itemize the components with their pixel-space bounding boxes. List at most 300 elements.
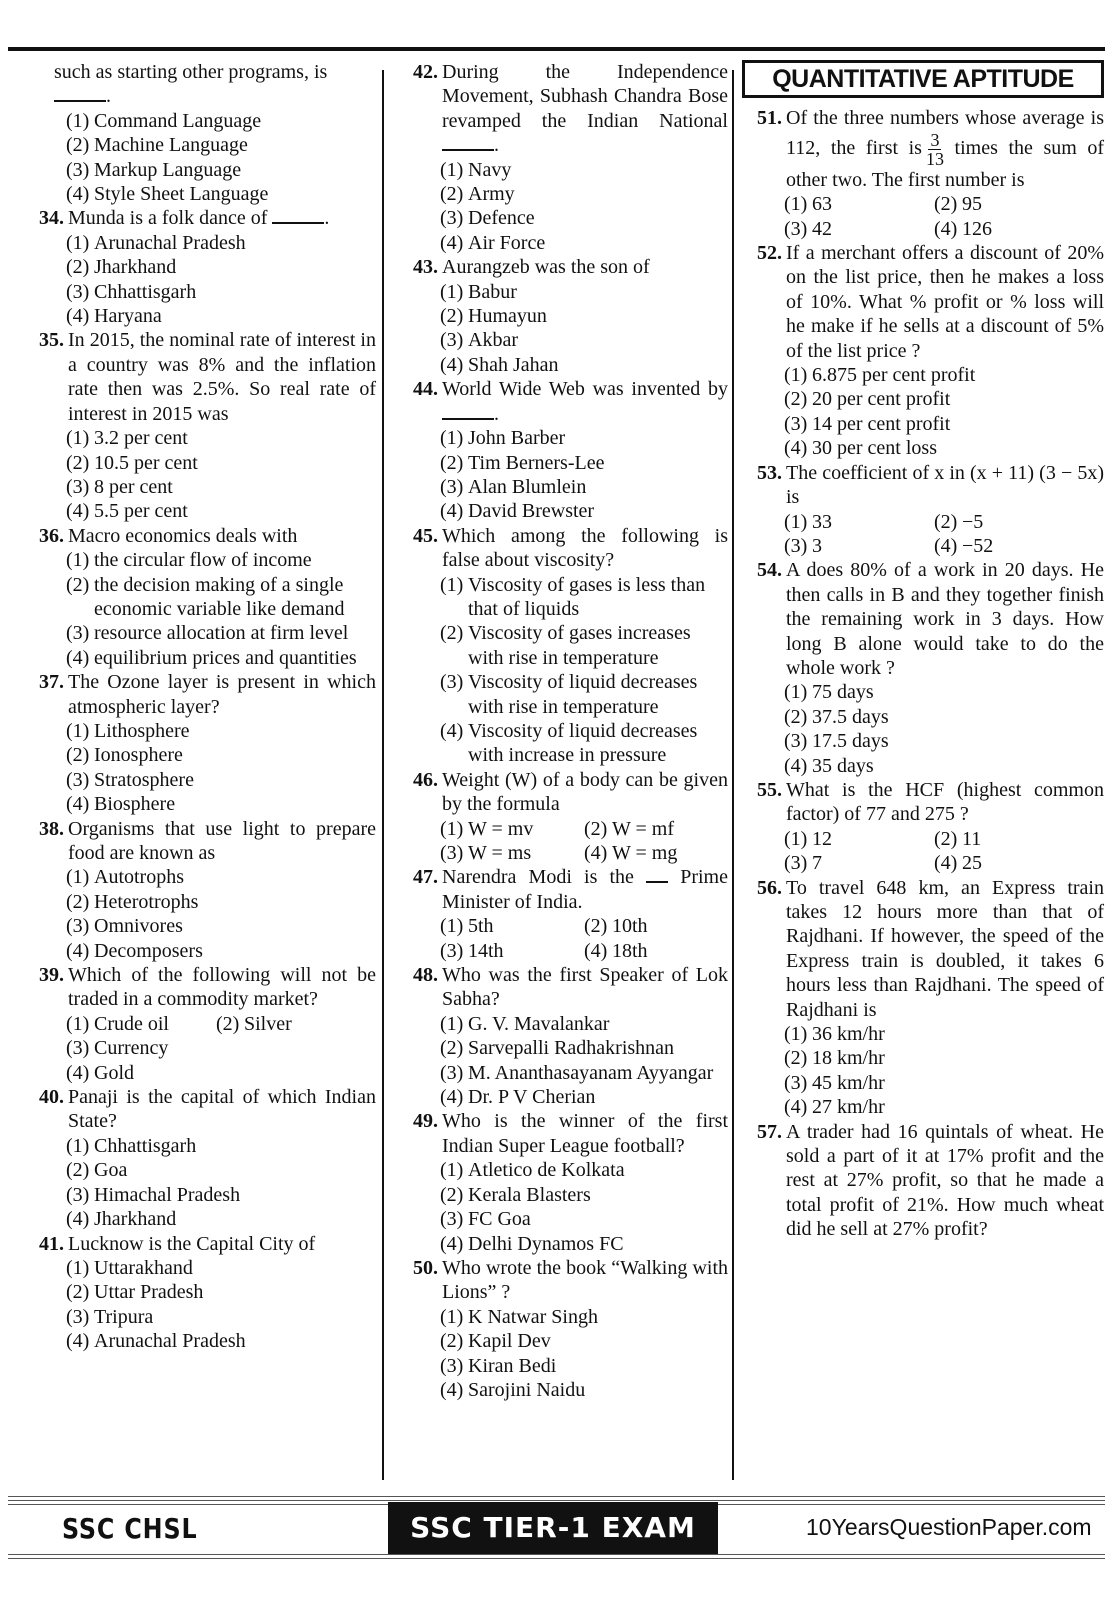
answer-option [24, 573, 376, 622]
answer-option [934, 534, 1084, 558]
option-text: 11 [962, 827, 982, 850]
option-text: 18th [612, 939, 648, 962]
answer-option [742, 436, 1104, 460]
answer-option-pair [398, 914, 728, 938]
option-number: (2) [784, 1047, 808, 1070]
option-number: (4) [784, 1096, 808, 1119]
option-text: Markup Language [94, 158, 242, 181]
option-number: (4) [440, 1086, 464, 1109]
answer-option [398, 670, 728, 719]
option-number: (2) [66, 1159, 90, 1182]
answer-option [398, 328, 728, 352]
option-text: Akbar [468, 329, 518, 352]
question-number: 44. [413, 378, 438, 401]
option-number: (2) [440, 451, 464, 474]
question [24, 670, 376, 719]
question-text-part: In 2015, the nominal rate of interest in a country was 8% and the inflation rate then was 2.5%. So real rate of interest in 2015 was [68, 329, 376, 425]
option-number: (4) [584, 842, 608, 864]
option-number: (3) [66, 915, 90, 938]
answer-option [934, 851, 1084, 875]
answer-option [398, 1061, 728, 1085]
answer-option [24, 914, 376, 938]
answer-option [24, 133, 376, 157]
question [742, 778, 1104, 827]
option-number: (2) [216, 1012, 240, 1035]
option-number: (3) [440, 1354, 464, 1377]
option-text: Arunachal Pradesh [94, 1330, 246, 1353]
question-text [786, 461, 1104, 510]
option-number: (4) [440, 1232, 464, 1255]
option-text: Defence [468, 207, 535, 230]
answer-option [24, 719, 376, 743]
question [24, 817, 376, 866]
question-item [742, 461, 1104, 559]
option-number: (3) [66, 768, 90, 791]
question-number: 39. [39, 964, 64, 987]
question-text [68, 206, 376, 230]
answer-option [24, 792, 376, 816]
answer-option [66, 1012, 216, 1036]
option-number: (4) [784, 754, 808, 777]
question-text [442, 1256, 728, 1305]
answer-option [784, 534, 934, 558]
option-number: (1) [440, 280, 464, 303]
question-number: 37. [39, 671, 64, 694]
answer-option-pair [742, 827, 1104, 851]
question-text [786, 1120, 1104, 1242]
question-text [68, 328, 376, 426]
answer-option [398, 621, 728, 670]
question [398, 255, 728, 279]
option-text: Machine Language [94, 134, 248, 157]
question-text-part: Who is the winner of the first Indian Super League football? [442, 1110, 728, 1157]
question [24, 1085, 376, 1134]
question-item [742, 1120, 1104, 1242]
option-text: Command Language [94, 109, 262, 132]
option-text: Delhi Dynamos FC [468, 1232, 624, 1255]
question [398, 963, 728, 1012]
option-number: (2) [440, 1330, 464, 1353]
option-text: David Brewster [468, 500, 595, 523]
option-number: (3) [440, 939, 464, 962]
option-number: (4) [440, 353, 464, 376]
question [742, 106, 1104, 192]
answer-option [398, 719, 728, 768]
option-text: −5 [962, 510, 984, 533]
option-text: M. Ananthasayanam Ayyangar [468, 1061, 714, 1084]
option-number: (4) [440, 1378, 464, 1401]
question [398, 524, 728, 573]
answer-option [24, 1207, 376, 1231]
option-number: (1) [784, 193, 808, 216]
option-text: equilibrium prices and quantities [94, 646, 357, 669]
answer-option [24, 768, 376, 792]
question-number: 47. [413, 866, 438, 889]
column-divider [382, 70, 384, 1480]
question-punct: . [494, 134, 499, 157]
answer-option [398, 1207, 728, 1231]
question-text [442, 255, 728, 279]
answer-option [742, 363, 1104, 387]
answer-option [784, 510, 934, 534]
option-number: (4) [66, 500, 90, 523]
answer-option [398, 353, 728, 377]
answer-option [398, 280, 728, 304]
option-text: W = mg [612, 842, 678, 864]
option-text: Lithosphere [94, 719, 190, 742]
column-3 [742, 60, 1104, 1242]
option-text: Air Force [468, 231, 546, 254]
answer-option [398, 1354, 728, 1378]
question-text-part: The coefficient of x in (x + 11) (3 − 5x) is [786, 461, 1104, 509]
option-text: W = ms [468, 842, 532, 864]
option-number: (1) [440, 427, 464, 450]
question-item [24, 963, 376, 1085]
question [742, 241, 1104, 363]
question-text-part: Which among the following is false about viscosity? [442, 524, 728, 572]
option-text: Stratosphere [94, 768, 194, 791]
answer-option [398, 1036, 728, 1060]
option-number: (3) [440, 1208, 464, 1231]
option-number: (2) [784, 705, 808, 728]
option-text: Babur [468, 280, 517, 303]
answer-option [742, 705, 1104, 729]
question-text-part: Organisms that use light to prepare food are known as [68, 817, 376, 864]
question-text [68, 524, 376, 548]
option-text: 5th [468, 915, 494, 938]
option-text: Goa [94, 1159, 128, 1182]
option-number: (1) [66, 719, 90, 742]
answer-option [24, 280, 376, 304]
question-number: 35. [39, 329, 64, 352]
answer-option-pair [742, 510, 1104, 534]
option-number: (1) [66, 866, 90, 889]
option-number: (2) [440, 1037, 464, 1060]
option-number: (4) [66, 939, 90, 962]
answer-option [24, 939, 376, 963]
answer-option [24, 548, 376, 572]
option-text: 8 per cent [94, 475, 173, 498]
option-number: (4) [66, 646, 90, 669]
question-text-part: What is the HCF (highest common factor) of 77 and 275 ? [786, 778, 1104, 826]
option-text: Style Sheet Language [94, 183, 269, 206]
question-text [442, 524, 728, 573]
question-item [398, 1109, 728, 1255]
option-number: (2) [66, 573, 90, 596]
question-item [398, 768, 728, 866]
option-text: 126 [962, 217, 992, 240]
answer-option [24, 255, 376, 279]
option-number: (4) [784, 437, 808, 460]
fraction-denominator: 13 [925, 148, 944, 169]
answer-option [742, 1022, 1104, 1046]
option-number: (3) [66, 1305, 90, 1328]
answer-option-pair [742, 534, 1104, 558]
question-text-part: times the sum of other two. The first number is [786, 136, 1105, 191]
answer-option [934, 827, 1084, 851]
question-item [398, 377, 728, 523]
option-number: (2) [440, 305, 464, 328]
option-number: (1) [66, 231, 90, 254]
answer-option [24, 1158, 376, 1182]
option-text: Kapil Dev [468, 1330, 551, 1353]
answer-option [398, 573, 728, 622]
answer-option [398, 182, 728, 206]
option-number: (1) [784, 1023, 808, 1046]
option-text: 33 [812, 510, 832, 533]
option-text: G. V. Mavalankar [468, 1012, 610, 1035]
option-text: Sarojini Naidu [468, 1378, 586, 1401]
option-text: Biosphere [94, 793, 176, 816]
answer-option [24, 451, 376, 475]
question-number: 51. [757, 107, 782, 130]
option-text: Viscosity of liquid decreases with rise in temperature [468, 671, 698, 718]
option-number: (4) [440, 719, 464, 742]
answer-option [440, 914, 584, 938]
top-rule [8, 47, 1105, 51]
question [398, 768, 728, 817]
option-text: Kerala Blasters [468, 1183, 591, 1206]
question [398, 60, 728, 158]
question-text [786, 241, 1104, 363]
question-number: 46. [413, 768, 438, 791]
option-text: Viscosity of liquid decreases with increase in pressure [468, 719, 698, 767]
option-text: 14th [468, 939, 504, 962]
answer-option [784, 217, 934, 241]
question-number: 52. [757, 242, 782, 265]
question-text [68, 1085, 376, 1134]
option-text: Haryana [94, 305, 162, 328]
question-number: 43. [413, 256, 438, 279]
answer-option-pair [742, 192, 1104, 216]
option-text: Viscosity of gases increases with rise in temperature [468, 622, 691, 669]
option-number: (1) [440, 1159, 464, 1182]
answer-option-pair [398, 841, 728, 865]
answer-option [742, 1071, 1104, 1095]
footer-exam-name: SSC CHSL [62, 1512, 198, 1545]
option-number: (1) [66, 1134, 90, 1157]
answer-blank [272, 208, 324, 224]
question-text [786, 106, 1104, 192]
question-item [24, 817, 376, 963]
option-number: (4) [934, 534, 958, 557]
answer-option [398, 475, 728, 499]
option-number: (2) [934, 510, 958, 533]
question-number: 55. [757, 778, 782, 801]
answer-option [24, 499, 376, 523]
column-divider [732, 70, 734, 1480]
option-text: 14 per cent profit [812, 412, 951, 435]
question-text [68, 1232, 376, 1256]
option-text: FC Goa [468, 1208, 531, 1231]
question-text [68, 963, 376, 1012]
answer-option [934, 217, 1084, 241]
answer-option [742, 387, 1104, 411]
question-item [742, 106, 1104, 241]
option-text: Viscosity of gases is less than that of liquids [468, 573, 706, 620]
option-text: resource allocation at firm level [94, 622, 349, 645]
option-number: (2) [66, 890, 90, 913]
option-number: (3) [440, 207, 464, 230]
option-number: (4) [934, 217, 958, 240]
question-item [398, 60, 728, 255]
answer-option [440, 817, 584, 841]
question-text [442, 768, 728, 817]
option-text: 3 [812, 534, 822, 557]
option-text: −52 [962, 534, 994, 557]
answer-option [24, 1256, 376, 1280]
answer-option [398, 1158, 728, 1182]
option-text: 42 [812, 217, 832, 240]
answer-option [24, 182, 376, 206]
option-text: Uttarakhand [94, 1256, 193, 1279]
option-number: (1) [66, 109, 90, 132]
question [742, 558, 1104, 680]
answer-option [24, 1329, 376, 1353]
question-text-part: A does 80% of a work in 20 days. He then calls in B and they together finish the remaining work in 3 days. How long B alone would take to do the whole work ? [786, 559, 1104, 679]
option-number: (3) [66, 1183, 90, 1206]
option-text: 20 per cent profit [812, 388, 951, 411]
option-number: (4) [584, 939, 608, 962]
option-text: W = mf [612, 817, 675, 840]
option-text: 37.5 days [812, 705, 889, 728]
option-text: W = mv [468, 817, 534, 840]
question-text [68, 817, 376, 866]
answer-option [584, 817, 728, 841]
answer-option [584, 914, 728, 938]
question-number: 56. [757, 876, 782, 899]
answer-option [742, 1095, 1104, 1119]
question-number: 41. [39, 1232, 64, 1255]
question-text [68, 670, 376, 719]
question-text-part: The Ozone layer is present in which atmospheric layer? [68, 671, 376, 718]
option-number: (1) [440, 1305, 464, 1328]
option-number: (4) [66, 793, 90, 816]
option-number: (4) [66, 1061, 90, 1084]
option-number: (3) [66, 158, 90, 181]
option-number: (2) [934, 827, 958, 850]
option-text: Chhattisgarh [94, 280, 197, 303]
answer-option [584, 841, 728, 865]
answer-option [24, 865, 376, 889]
answer-option [24, 890, 376, 914]
option-number: (2) [66, 451, 90, 474]
footer [0, 1494, 1113, 1600]
question-number: 34. [39, 207, 64, 230]
option-number: (3) [440, 842, 464, 864]
question-text-part: Who was the first Speaker of Lok Sabha? [442, 964, 728, 1011]
question [24, 1232, 376, 1256]
option-text: Shah Jahan [468, 353, 559, 376]
option-number: (4) [440, 231, 464, 254]
answer-option [934, 192, 1084, 216]
option-text: Gold [94, 1061, 134, 1084]
question-item [742, 241, 1104, 461]
answer-option-pair [398, 817, 728, 841]
answer-option [24, 475, 376, 499]
question-number: 49. [413, 1110, 438, 1133]
answer-option [784, 827, 934, 851]
question [742, 1120, 1104, 1242]
question-number: 50. [413, 1256, 438, 1279]
question-punct: . [494, 402, 499, 425]
option-number: (1) [784, 827, 808, 850]
option-number: (3) [440, 475, 464, 498]
answer-option [24, 426, 376, 450]
option-number: (2) [440, 622, 464, 645]
answer-option [742, 412, 1104, 436]
option-number: (4) [66, 1330, 90, 1353]
option-number: (1) [440, 1012, 464, 1035]
question-text-part: During the Independence Movement, Subhash Chandra Bose revamped the Indian National [442, 61, 728, 132]
answer-option [398, 1012, 728, 1036]
option-number: (3) [440, 1061, 464, 1084]
answer-option [398, 1305, 728, 1329]
fraction-numerator: 3 [930, 129, 940, 150]
question-text-part: Who wrote the book “Walking with Lions” ? [442, 1256, 728, 1304]
option-number: (1) [66, 427, 90, 450]
question [398, 1109, 728, 1158]
option-number: (1) [784, 510, 808, 533]
option-text: 10th [612, 915, 648, 938]
question-item [24, 524, 376, 670]
question-item [742, 778, 1104, 876]
question-text-part: Which of the following will not be traded in a commodity market? [68, 964, 376, 1011]
option-text: 36 km/hr [812, 1023, 885, 1046]
footer-website: 10YearsQuestionPaper.com [806, 1514, 1092, 1540]
question-item [398, 963, 728, 1109]
option-number: (4) [66, 183, 90, 206]
answer-option [24, 1305, 376, 1329]
question-text-part: If a merchant offers a discount of 20% on the list price, then he makes a loss of 10%. What % profit or % loss will he make if he sells at a discount of 5% of the list price ? [786, 242, 1104, 362]
question-text-part: such as starting other programs, is [54, 61, 328, 83]
option-number: (1) [784, 681, 808, 704]
question-text-part: Of the three numbers whose average is 112, the first is [786, 107, 1104, 159]
option-text: Jharkhand [94, 1208, 177, 1231]
fraction [926, 131, 944, 168]
option-number: (1) [66, 1012, 90, 1035]
option-number: (2) [440, 183, 464, 206]
option-text: Army [468, 183, 515, 206]
option-text: Tim Berners-Lee [468, 451, 605, 474]
option-text: the decision making of a single economic variable like demand [94, 573, 345, 620]
answer-option [24, 1134, 376, 1158]
question-text [442, 865, 728, 914]
option-number: (2) [66, 744, 90, 767]
option-number: (2) [584, 915, 608, 938]
answer-option [742, 729, 1104, 753]
option-text: K Natwar Singh [468, 1305, 598, 1328]
footer-tier-label: SSC TIER-1 EXAM [388, 1502, 718, 1554]
option-number: (2) [66, 134, 90, 157]
answer-option [398, 426, 728, 450]
option-number: (2) [66, 256, 90, 279]
option-text: Silver [244, 1012, 292, 1035]
option-text: Heterotrophs [94, 890, 199, 913]
question-item [24, 1232, 376, 1354]
question [24, 963, 376, 1012]
option-text: 30 per cent loss [812, 437, 937, 460]
answer-option [742, 680, 1104, 704]
column-1 [24, 60, 376, 1354]
answer-option [398, 1329, 728, 1353]
option-text: 10.5 per cent [94, 451, 198, 474]
question [742, 876, 1104, 1022]
option-number: (3) [784, 412, 808, 435]
option-text: Omnivores [94, 915, 183, 938]
option-text: Jharkhand [94, 256, 177, 279]
question-item [398, 865, 728, 963]
